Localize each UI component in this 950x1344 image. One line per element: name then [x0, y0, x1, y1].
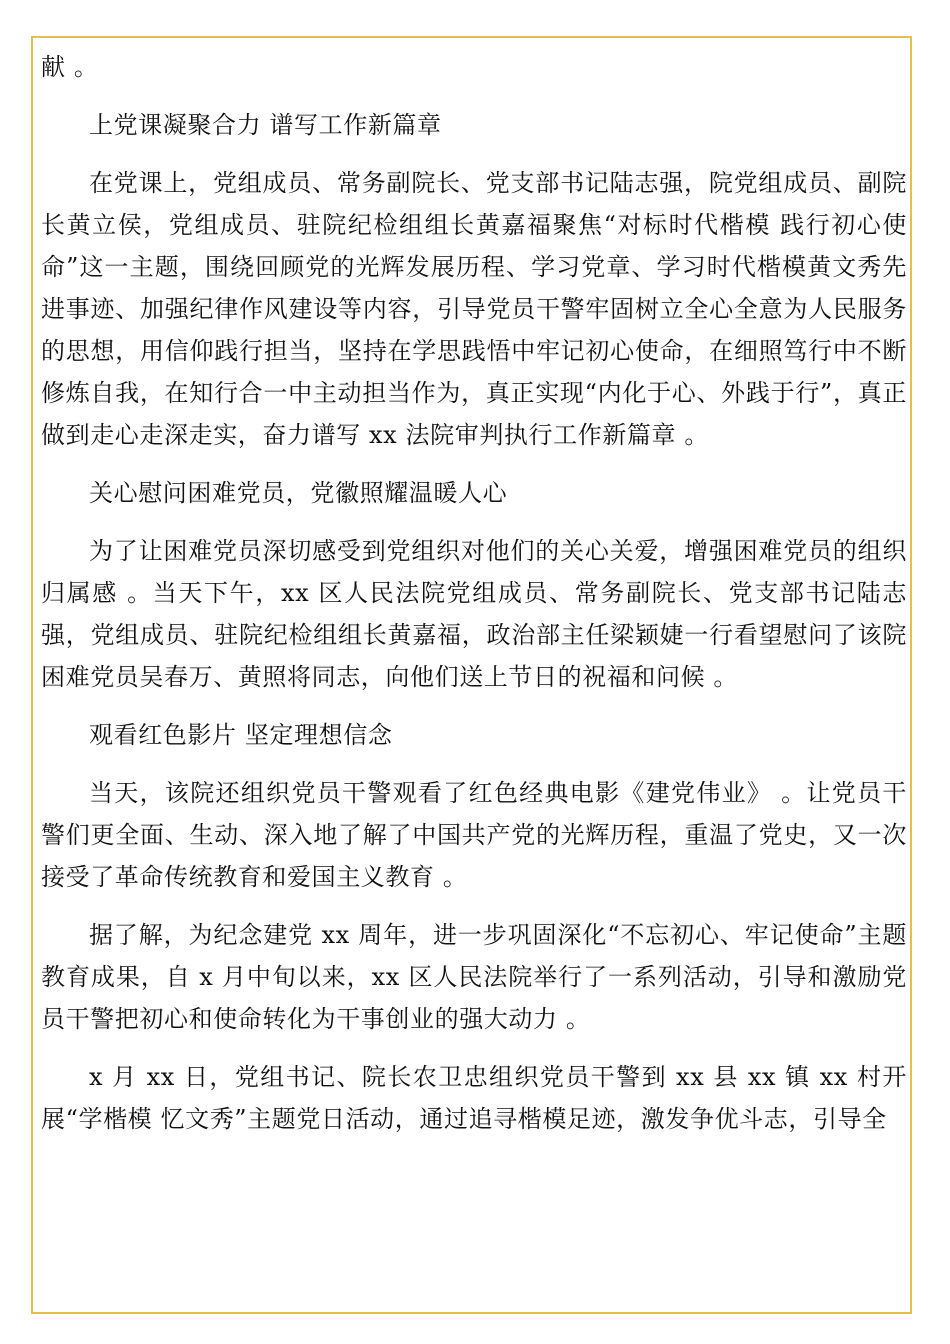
- paragraph-care-visit: 为了让困难党员深切感受到党组织对他们的关心关爱，增强困难党员的组织归属感 。当天下午，xx 区人民法院党组成员、常务副院长、党支部书记陆志强，党组成员、驻院纪检组组长黄嘉福，政治部主任梁颖婕一行看望慰问了该院困难党员吴春万、黄照将同志，向他们送上节日的祝福和问候 。: [41, 537, 907, 691]
- section-heading-party-lesson: 上党课凝聚合力 谱写工作新篇章: [89, 111, 442, 139]
- section-heading-red-film: 观看红色影片 坚定理想信念: [89, 721, 393, 749]
- paragraph-party-lesson: 在党课上，党组成员、常务副院长、党支部书记陆志强，院党组成员、副院长黄立侯，党组成员、驻院纪检组组长黄嘉福聚焦“对标时代楷模 践行初心使命”这一主题，围绕回顾党的光辉发展历程、学习党章、学习时代楷模黄文秀先进事迹、加强纪律作风建设等内容，引导党员干警牢固树立全心全意为人民服务的思想，用信仰践行担当，坚持在学思践悟中牢记初心使命，在细照笃行中不断修炼自我，在知行合一中主动担当作为，真正实现“内化于心、外践于行”，真正做到走心走深走实，奋力谱写 xx 法院审判执行工作新篇章 。: [41, 169, 907, 449]
- section-heading-care-visit: 关心慰问困难党员，党徽照耀温暖人心: [89, 479, 508, 507]
- document-body: [41, 46, 907, 1156]
- paragraph-red-film: 当天，该院还组织党员干警观看了红色经典电影《建党伟业》 。让党员干警们更全面、生动、深入地了解了中国共产党的光辉历程，重温了党史，又一次接受了革命传统教育和爱国主义教育 。: [41, 779, 907, 891]
- paragraph-anniversary: 据了解，为纪念建党 xx 周年，进一步巩固深化“不忘初心、牢记使命”主题教育成果，自 x 月中旬以来，xx 区人民法院举行了一系列活动，引导和激励党员干警把初心和使命转化为干事创业的强大动力 。: [41, 921, 907, 1033]
- paragraph-theme-day: x 月 xx 日，党组书记、院长农卫忠组织党员干警到 xx 县 xx 镇 xx 村开展“学楷模 忆文秀”主题党日活动，通过追寻楷模足迹，激发争优斗志，引导全: [41, 1063, 907, 1133]
- paragraph-continuation: 献 。: [41, 53, 99, 81]
